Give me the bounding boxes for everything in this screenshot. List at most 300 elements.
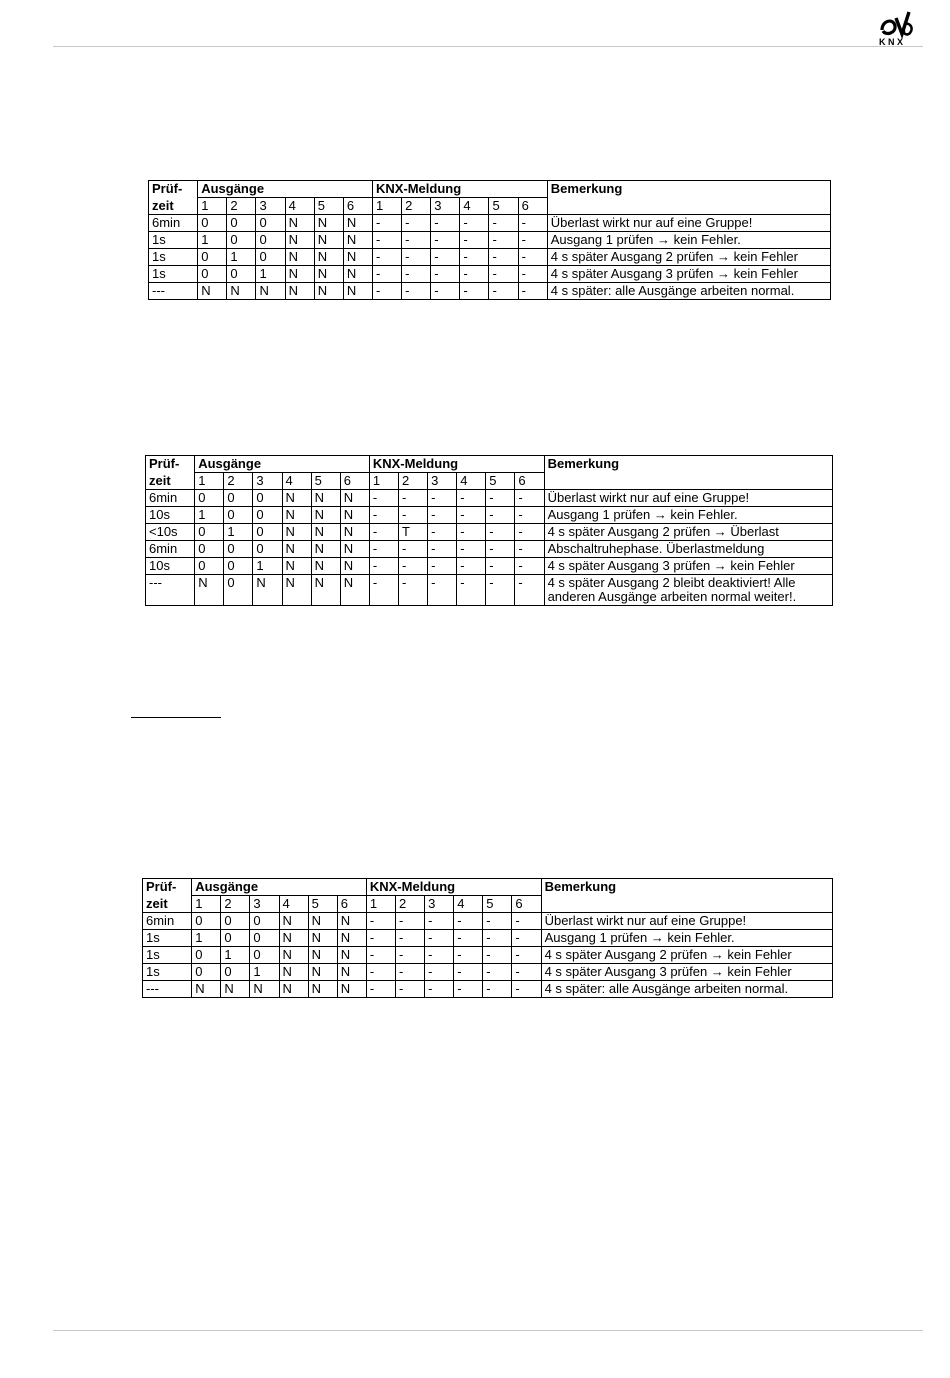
cell-knx-meldung: - bbox=[454, 913, 483, 930]
cell-knx-meldung: - bbox=[518, 266, 547, 283]
cell-pruefzeit: --- bbox=[146, 575, 195, 606]
cell-ausgang: 0 bbox=[227, 215, 256, 232]
table-row bbox=[149, 215, 831, 232]
col-num: 1 bbox=[372, 198, 401, 215]
test-table-3 bbox=[142, 878, 833, 998]
table-row bbox=[143, 964, 833, 981]
header-knx-meldung: KNX-Meldung bbox=[369, 456, 544, 473]
cell-ausgang: N bbox=[308, 964, 337, 981]
cell-ausgang: N bbox=[279, 947, 308, 964]
cell-bemerkung: 4 s später: alle Ausgänge arbeiten normal. bbox=[541, 981, 832, 998]
header-knx-meldung: KNX-Meldung bbox=[366, 879, 541, 896]
cell-ausgang: N bbox=[311, 558, 340, 575]
cell-ausgang: N bbox=[337, 964, 366, 981]
cell-knx-meldung: - bbox=[366, 964, 395, 981]
cell-knx-meldung: - bbox=[489, 249, 518, 266]
cell-ausgang: N bbox=[198, 283, 227, 300]
cell-knx-meldung: - bbox=[366, 930, 395, 947]
header-zeit: zeit bbox=[143, 896, 192, 913]
cell-knx-meldung: - bbox=[489, 266, 518, 283]
header-bemerkung: Bemerkung bbox=[541, 879, 832, 896]
cell-ausgang: 1 bbox=[195, 507, 224, 524]
cell-knx-meldung: - bbox=[428, 575, 457, 606]
cell-ausgang: N bbox=[340, 575, 369, 606]
cell-bemerkung: Abschaltruhephase. Überlastmeldung bbox=[544, 541, 832, 558]
cell-knx-meldung: - bbox=[512, 913, 541, 930]
cell-pruefzeit: 6min bbox=[149, 215, 198, 232]
cell-ausgang: 0 bbox=[256, 215, 285, 232]
cell-knx-meldung: T bbox=[398, 524, 427, 541]
cell-bemerkung: Ausgang 1 prüfen → kein Fehler. bbox=[544, 507, 832, 524]
cell-knx-meldung: - bbox=[489, 232, 518, 249]
cell-ausgang: N bbox=[285, 266, 314, 283]
cell-knx-meldung: - bbox=[454, 964, 483, 981]
header-rule bbox=[53, 46, 923, 47]
col-num: 1 bbox=[195, 473, 224, 490]
col-num: 1 bbox=[198, 198, 227, 215]
cell-ausgang: 1 bbox=[198, 232, 227, 249]
col-num: 3 bbox=[256, 198, 285, 215]
cell-bemerkung: 4 s später Ausgang 3 prüfen → kein Fehler bbox=[541, 964, 832, 981]
cell-knx-meldung: - bbox=[395, 947, 424, 964]
cell-ausgang: N bbox=[282, 507, 311, 524]
cell-ausgang: 0 bbox=[250, 930, 279, 947]
cell-knx-meldung: - bbox=[395, 930, 424, 947]
cell-knx-meldung: - bbox=[457, 541, 486, 558]
cell-ausgang: 0 bbox=[224, 507, 253, 524]
cell-bemerkung: Überlast wirkt nur auf eine Gruppe! bbox=[541, 913, 832, 930]
cell-ausgang: N bbox=[279, 964, 308, 981]
cell-knx-meldung: - bbox=[395, 964, 424, 981]
header-pruefzeit: Prüf- bbox=[143, 879, 192, 896]
table-row bbox=[146, 558, 833, 575]
cell-knx-meldung: - bbox=[431, 266, 460, 283]
cell-ausgang: 1 bbox=[253, 558, 282, 575]
cell-ausgang: 0 bbox=[224, 575, 253, 606]
cell-knx-meldung: - bbox=[483, 981, 512, 998]
col-num: 4 bbox=[279, 896, 308, 913]
cell-ausgang: N bbox=[253, 575, 282, 606]
col-num: 2 bbox=[227, 198, 256, 215]
cell-knx-meldung: - bbox=[483, 947, 512, 964]
cell-ausgang: N bbox=[282, 575, 311, 606]
table-row bbox=[143, 981, 833, 998]
cell-ausgang: N bbox=[340, 558, 369, 575]
header-zeit: zeit bbox=[146, 473, 195, 490]
cell-ausgang: N bbox=[282, 558, 311, 575]
cell-knx-meldung: - bbox=[395, 913, 424, 930]
cell-knx-meldung: - bbox=[515, 558, 544, 575]
cell-ausgang: N bbox=[311, 541, 340, 558]
cell-knx-meldung: - bbox=[512, 930, 541, 947]
cell-knx-meldung: - bbox=[428, 524, 457, 541]
col-num: 2 bbox=[224, 473, 253, 490]
table-row bbox=[149, 266, 831, 283]
table-row bbox=[149, 232, 831, 249]
cell-ausgang: 1 bbox=[192, 930, 221, 947]
col-num: 4 bbox=[454, 896, 483, 913]
cell-ausgang: N bbox=[250, 981, 279, 998]
cell-ausgang: 0 bbox=[198, 266, 227, 283]
cell-ausgang: 0 bbox=[195, 558, 224, 575]
col-num: 5 bbox=[489, 198, 518, 215]
cell-knx-meldung: - bbox=[395, 981, 424, 998]
cell-ausgang: 0 bbox=[253, 524, 282, 541]
cell-bemerkung: Überlast wirkt nur auf eine Gruppe! bbox=[547, 215, 830, 232]
col-num: 2 bbox=[221, 896, 250, 913]
col-num: 4 bbox=[282, 473, 311, 490]
cell-knx-meldung: - bbox=[457, 507, 486, 524]
cell-knx-meldung: - bbox=[486, 524, 515, 541]
col-num: 5 bbox=[308, 896, 337, 913]
header-bemerkung: Bemerkung bbox=[544, 456, 832, 473]
cell-knx-meldung: - bbox=[460, 266, 489, 283]
col-num: 5 bbox=[314, 198, 343, 215]
cell-knx-meldung: - bbox=[486, 490, 515, 507]
col-num: 6 bbox=[337, 896, 366, 913]
cell-knx-meldung: - bbox=[402, 232, 431, 249]
header-ausgaenge: Ausgänge bbox=[192, 879, 367, 896]
cell-knx-meldung: - bbox=[454, 947, 483, 964]
col-num: 4 bbox=[460, 198, 489, 215]
cell-ausgang: 0 bbox=[221, 964, 250, 981]
cell-knx-meldung: - bbox=[431, 232, 460, 249]
cell-pruefzeit: 10s bbox=[146, 507, 195, 524]
cell-ausgang: N bbox=[337, 930, 366, 947]
cell-knx-meldung: - bbox=[372, 249, 401, 266]
test-table-1 bbox=[148, 180, 831, 300]
cell-knx-meldung: - bbox=[460, 232, 489, 249]
header-zeit: zeit bbox=[149, 198, 198, 215]
cell-bemerkung: 4 s später Ausgang 3 prüfen → kein Fehler bbox=[544, 558, 832, 575]
cell-ausgang: N bbox=[337, 913, 366, 930]
cell-ausgang: N bbox=[256, 283, 285, 300]
cell-knx-meldung: - bbox=[489, 283, 518, 300]
cell-ausgang: 0 bbox=[195, 524, 224, 541]
cell-ausgang: N bbox=[340, 490, 369, 507]
cell-ausgang: N bbox=[221, 981, 250, 998]
cell-ausgang: N bbox=[308, 981, 337, 998]
cell-knx-meldung: - bbox=[457, 558, 486, 575]
cell-ausgang: 0 bbox=[250, 913, 279, 930]
cell-ausgang: 1 bbox=[224, 524, 253, 541]
cell-ausgang: 1 bbox=[221, 947, 250, 964]
cell-knx-meldung: - bbox=[425, 981, 454, 998]
cell-ausgang: N bbox=[282, 541, 311, 558]
cell-ausgang: 0 bbox=[256, 249, 285, 266]
cell-ausgang: 1 bbox=[256, 266, 285, 283]
cell-knx-meldung: - bbox=[398, 541, 427, 558]
header-bemerkung-blank bbox=[541, 896, 832, 913]
header-bemerkung: Bemerkung bbox=[547, 181, 830, 198]
col-num: 5 bbox=[483, 896, 512, 913]
cell-knx-meldung: - bbox=[425, 964, 454, 981]
cell-ausgang: 0 bbox=[224, 541, 253, 558]
cell-knx-meldung: - bbox=[372, 266, 401, 283]
cell-bemerkung: 4 s später: alle Ausgänge arbeiten normal. bbox=[547, 283, 830, 300]
cell-ausgang: N bbox=[285, 249, 314, 266]
table-row bbox=[143, 930, 833, 947]
cell-ausgang: N bbox=[279, 981, 308, 998]
cell-knx-meldung: - bbox=[454, 981, 483, 998]
table-row bbox=[143, 913, 833, 930]
cell-ausgang: 0 bbox=[224, 558, 253, 575]
cell-ausgang: N bbox=[314, 215, 343, 232]
cell-ausgang: N bbox=[279, 930, 308, 947]
cell-ausgang: N bbox=[314, 266, 343, 283]
cell-ausgang: N bbox=[311, 575, 340, 606]
cell-pruefzeit: 1s bbox=[143, 964, 192, 981]
cell-knx-meldung: - bbox=[398, 558, 427, 575]
cell-ausgang: N bbox=[308, 930, 337, 947]
cell-knx-meldung: - bbox=[486, 575, 515, 606]
cell-pruefzeit: 10s bbox=[146, 558, 195, 575]
cell-ausgang: N bbox=[227, 283, 256, 300]
cell-knx-meldung: - bbox=[366, 913, 395, 930]
cell-ausgang: N bbox=[340, 507, 369, 524]
col-num: 3 bbox=[250, 896, 279, 913]
cell-knx-meldung: - bbox=[398, 507, 427, 524]
cell-pruefzeit: 1s bbox=[149, 232, 198, 249]
cell-knx-meldung: - bbox=[428, 507, 457, 524]
cell-knx-meldung: - bbox=[431, 283, 460, 300]
cell-ausgang: 0 bbox=[227, 232, 256, 249]
cell-bemerkung: 4 s später Ausgang 2 bleibt deaktiviert! Alle anderen Ausgänge arbeiten normal weiter!. bbox=[544, 575, 832, 606]
col-num: 6 bbox=[343, 198, 372, 215]
cell-ausgang: 0 bbox=[250, 947, 279, 964]
cell-ausgang: N bbox=[311, 507, 340, 524]
col-num: 1 bbox=[366, 896, 395, 913]
table-row bbox=[146, 490, 833, 507]
cell-knx-meldung: - bbox=[402, 215, 431, 232]
table-row bbox=[149, 283, 831, 300]
col-num: 1 bbox=[369, 473, 398, 490]
cell-pruefzeit: --- bbox=[149, 283, 198, 300]
cell-knx-meldung: - bbox=[489, 215, 518, 232]
cell-ausgang: N bbox=[285, 215, 314, 232]
cell-ausgang: 1 bbox=[250, 964, 279, 981]
cell-knx-meldung: - bbox=[398, 575, 427, 606]
cell-knx-meldung: - bbox=[518, 283, 547, 300]
cell-knx-meldung: - bbox=[428, 490, 457, 507]
cell-ausgang: N bbox=[311, 524, 340, 541]
cell-ausgang: N bbox=[279, 913, 308, 930]
cell-knx-meldung: - bbox=[515, 575, 544, 606]
cell-ausgang: 0 bbox=[253, 507, 282, 524]
cell-pruefzeit: 1s bbox=[143, 947, 192, 964]
cell-knx-meldung: - bbox=[402, 249, 431, 266]
header-ausgaenge: Ausgänge bbox=[195, 456, 370, 473]
cell-pruefzeit: 1s bbox=[143, 930, 192, 947]
cell-ausgang: N bbox=[282, 490, 311, 507]
cell-ausgang: N bbox=[343, 215, 372, 232]
header-bemerkung-blank bbox=[547, 198, 830, 215]
cell-ausgang: N bbox=[343, 283, 372, 300]
cell-bemerkung: 4 s später Ausgang 3 prüfen → kein Fehler bbox=[547, 266, 830, 283]
col-num: 4 bbox=[457, 473, 486, 490]
table-row bbox=[146, 541, 833, 558]
cell-knx-meldung: - bbox=[483, 930, 512, 947]
cell-knx-meldung: - bbox=[372, 215, 401, 232]
cell-knx-meldung: - bbox=[369, 524, 398, 541]
col-num: 3 bbox=[425, 896, 454, 913]
cell-pruefzeit: 6min bbox=[146, 490, 195, 507]
cell-knx-meldung: - bbox=[457, 490, 486, 507]
col-num: 6 bbox=[512, 896, 541, 913]
knx-logo bbox=[876, 6, 916, 46]
cell-knx-meldung: - bbox=[512, 964, 541, 981]
cell-ausgang: N bbox=[285, 232, 314, 249]
col-num: 1 bbox=[192, 896, 221, 913]
cell-knx-meldung: - bbox=[369, 558, 398, 575]
cell-knx-meldung: - bbox=[483, 964, 512, 981]
cell-ausgang: N bbox=[340, 541, 369, 558]
cell-ausgang: N bbox=[343, 266, 372, 283]
cell-knx-meldung: - bbox=[366, 947, 395, 964]
cell-ausgang: 0 bbox=[221, 913, 250, 930]
cell-knx-meldung: - bbox=[515, 507, 544, 524]
cell-ausgang: 0 bbox=[221, 930, 250, 947]
cell-ausgang: 0 bbox=[195, 541, 224, 558]
cell-knx-meldung: - bbox=[402, 283, 431, 300]
header-bemerkung-blank bbox=[544, 473, 832, 490]
cell-ausgang: 0 bbox=[253, 490, 282, 507]
header-pruefzeit: Prüf- bbox=[149, 181, 198, 198]
cell-pruefzeit: <10s bbox=[146, 524, 195, 541]
cell-ausgang: 0 bbox=[192, 964, 221, 981]
cell-ausgang: N bbox=[314, 249, 343, 266]
cell-ausgang: N bbox=[340, 524, 369, 541]
cell-bemerkung: Ausgang 1 prüfen → kein Fehler. bbox=[541, 930, 832, 947]
cell-knx-meldung: - bbox=[425, 930, 454, 947]
cell-ausgang: 0 bbox=[224, 490, 253, 507]
cell-knx-meldung: - bbox=[454, 930, 483, 947]
col-num: 5 bbox=[311, 473, 340, 490]
col-num: 3 bbox=[428, 473, 457, 490]
cell-knx-meldung: - bbox=[428, 541, 457, 558]
col-num: 5 bbox=[486, 473, 515, 490]
cell-knx-meldung: - bbox=[486, 541, 515, 558]
cell-ausgang: N bbox=[337, 947, 366, 964]
cell-knx-meldung: - bbox=[398, 490, 427, 507]
header-ausgaenge: Ausgänge bbox=[198, 181, 373, 198]
cell-knx-meldung: - bbox=[369, 541, 398, 558]
cell-knx-meldung: - bbox=[460, 283, 489, 300]
cell-ausgang: N bbox=[343, 249, 372, 266]
cell-ausgang: N bbox=[337, 981, 366, 998]
cell-knx-meldung: - bbox=[518, 232, 547, 249]
cell-knx-meldung: - bbox=[372, 283, 401, 300]
cell-knx-meldung: - bbox=[372, 232, 401, 249]
table-row bbox=[146, 524, 833, 541]
cell-bemerkung: 4 s später Ausgang 2 prüfen → kein Fehler bbox=[541, 947, 832, 964]
cell-knx-meldung: - bbox=[460, 215, 489, 232]
knx-logo-text: KNX bbox=[879, 37, 906, 46]
cell-knx-meldung: - bbox=[425, 913, 454, 930]
cell-knx-meldung: - bbox=[428, 558, 457, 575]
cell-knx-meldung: - bbox=[402, 266, 431, 283]
table-row bbox=[143, 947, 833, 964]
cell-knx-meldung: - bbox=[460, 249, 489, 266]
cell-ausgang: 0 bbox=[192, 913, 221, 930]
cell-ausgang: 0 bbox=[195, 490, 224, 507]
cell-ausgang: N bbox=[308, 947, 337, 964]
cell-ausgang: 0 bbox=[198, 215, 227, 232]
col-num: 3 bbox=[431, 198, 460, 215]
col-num: 3 bbox=[253, 473, 282, 490]
cell-ausgang: N bbox=[192, 981, 221, 998]
cell-knx-meldung: - bbox=[366, 981, 395, 998]
cell-knx-meldung: - bbox=[431, 215, 460, 232]
col-num: 2 bbox=[402, 198, 431, 215]
col-num: 4 bbox=[285, 198, 314, 215]
table-row bbox=[146, 507, 833, 524]
cell-ausgang: 0 bbox=[198, 249, 227, 266]
cell-knx-meldung: - bbox=[515, 524, 544, 541]
cell-ausgang: N bbox=[314, 232, 343, 249]
cell-knx-meldung: - bbox=[457, 575, 486, 606]
cell-ausgang: 0 bbox=[253, 541, 282, 558]
cell-ausgang: N bbox=[343, 232, 372, 249]
cell-pruefzeit: 1s bbox=[149, 249, 198, 266]
cell-knx-meldung: - bbox=[486, 507, 515, 524]
col-num: 6 bbox=[515, 473, 544, 490]
cell-ausgang: N bbox=[195, 575, 224, 606]
cell-ausgang: N bbox=[285, 283, 314, 300]
footer-rule bbox=[53, 1330, 923, 1331]
cell-ausgang: N bbox=[311, 490, 340, 507]
cell-knx-meldung: - bbox=[512, 947, 541, 964]
table-row bbox=[149, 249, 831, 266]
footnote-rule bbox=[131, 717, 221, 718]
cell-pruefzeit: 6min bbox=[146, 541, 195, 558]
cell-bemerkung: 4 s später Ausgang 2 prüfen → Überlast bbox=[544, 524, 832, 541]
cell-knx-meldung: - bbox=[483, 913, 512, 930]
cell-ausgang: N bbox=[314, 283, 343, 300]
col-num: 2 bbox=[395, 896, 424, 913]
cell-bemerkung: 4 s später Ausgang 2 prüfen → kein Fehler bbox=[547, 249, 830, 266]
cell-knx-meldung: - bbox=[512, 981, 541, 998]
header-pruefzeit: Prüf- bbox=[146, 456, 195, 473]
cell-pruefzeit: 1s bbox=[149, 266, 198, 283]
header-knx-meldung: KNX-Meldung bbox=[372, 181, 547, 198]
test-table-2 bbox=[145, 455, 833, 606]
cell-ausgang: N bbox=[308, 913, 337, 930]
cell-knx-meldung: - bbox=[518, 249, 547, 266]
cell-knx-meldung: - bbox=[518, 215, 547, 232]
cell-knx-meldung: - bbox=[369, 490, 398, 507]
cell-knx-meldung: - bbox=[486, 558, 515, 575]
cell-knx-meldung: - bbox=[425, 947, 454, 964]
col-num: 2 bbox=[398, 473, 427, 490]
cell-knx-meldung: - bbox=[369, 575, 398, 606]
cell-ausgang: 0 bbox=[227, 266, 256, 283]
cell-knx-meldung: - bbox=[457, 524, 486, 541]
cell-pruefzeit: 6min bbox=[143, 913, 192, 930]
table-row bbox=[146, 575, 833, 606]
cell-ausgang: 1 bbox=[227, 249, 256, 266]
cell-bemerkung: Überlast wirkt nur auf eine Gruppe! bbox=[544, 490, 832, 507]
cell-bemerkung: Ausgang 1 prüfen → kein Fehler. bbox=[547, 232, 830, 249]
cell-ausgang: N bbox=[282, 524, 311, 541]
cell-pruefzeit: --- bbox=[143, 981, 192, 998]
cell-ausgang: 0 bbox=[192, 947, 221, 964]
col-num: 6 bbox=[340, 473, 369, 490]
cell-knx-meldung: - bbox=[515, 490, 544, 507]
cell-ausgang: 0 bbox=[256, 232, 285, 249]
cell-knx-meldung: - bbox=[431, 249, 460, 266]
col-num: 6 bbox=[518, 198, 547, 215]
